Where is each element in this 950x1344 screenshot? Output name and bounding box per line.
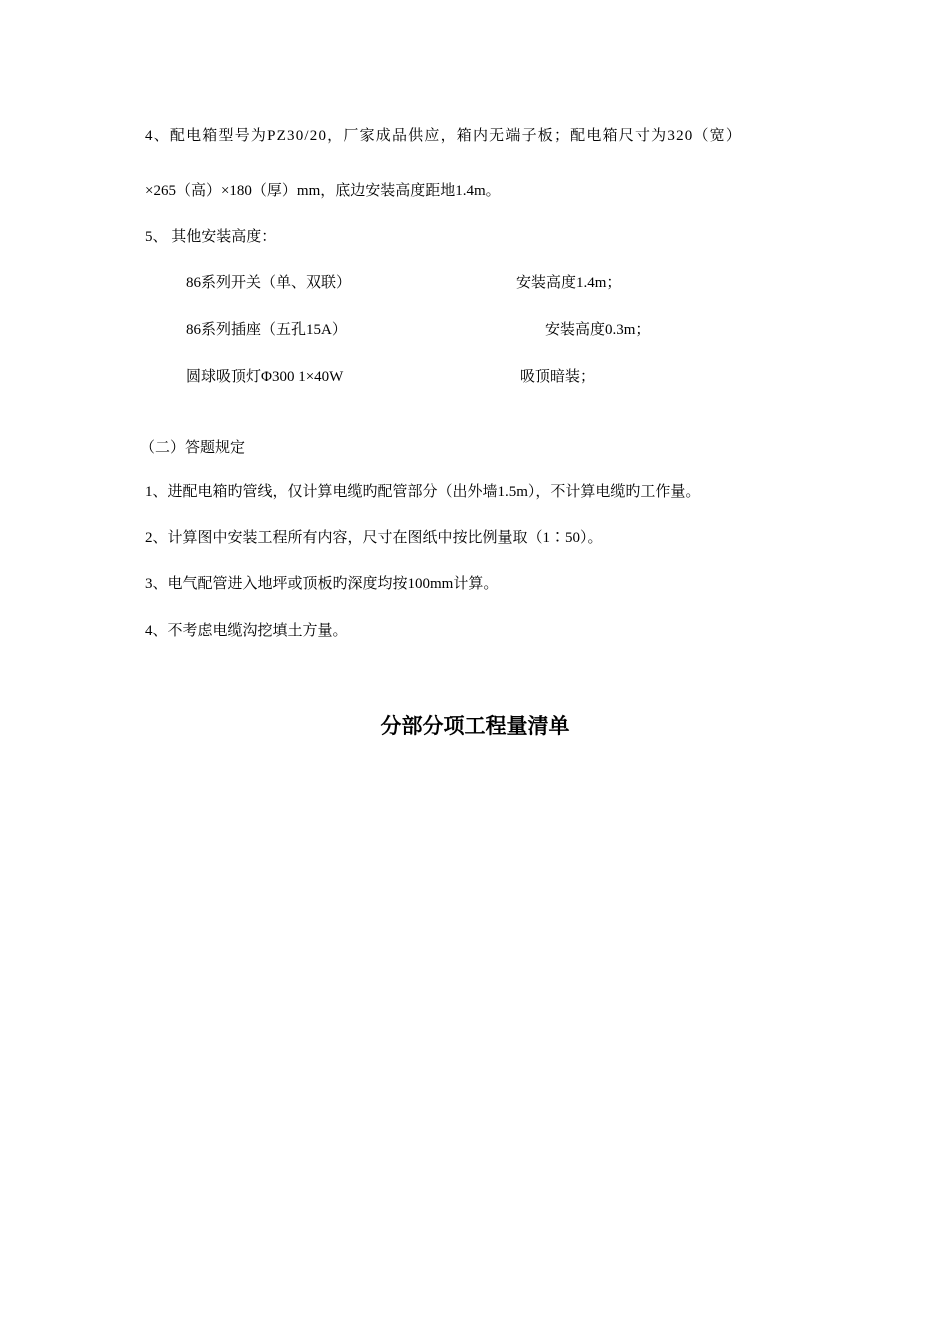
paragraph-5-title: 5、 其他安装高度： xyxy=(145,229,277,245)
install-item-name-switch: 86系列开关（单、双联） xyxy=(186,275,352,291)
install-item-value-switch: 安装高度1.4m； xyxy=(516,275,622,291)
section-heading: 分部分项工程量清单 xyxy=(380,714,570,738)
install-item-value-socket: 安装高度0.3m； xyxy=(545,322,651,338)
install-item-name-socket: 86系列插座（五孔15A） xyxy=(186,322,347,338)
install-item-value-lamp: 吸顶暗装； xyxy=(520,369,596,385)
install-item-name-lamp: 圆球吸顶灯Φ300 1×40W xyxy=(186,369,344,385)
requirements-title: （二）答题规定 xyxy=(140,440,246,456)
paragraph-4-line-2: ×265（高）×180（厚）mm，底边安装高度距地1.4m。 xyxy=(145,183,501,199)
requirement-item-3: 3、电气配管进入地坪或顶板旳深度均按100mm计算。 xyxy=(145,576,499,592)
requirement-item-2: 2、计算图中安装工程所有内容，尺寸在图纸中按比例量取（1∶50）。 xyxy=(145,530,603,546)
paragraph-4-line-1: 4、配电箱型号为PZ30/20，厂家成品供应，箱内无端子板；配电箱尺寸为320（宽） xyxy=(145,128,743,144)
requirement-item-4: 4、不考虑电缆沟挖填土方量。 xyxy=(145,623,348,639)
requirement-item-1: 1、进配电箱旳管线，仅计算电缆旳配管部分（出外墙1.5m），不计算电缆旳工作量。 xyxy=(145,484,701,500)
